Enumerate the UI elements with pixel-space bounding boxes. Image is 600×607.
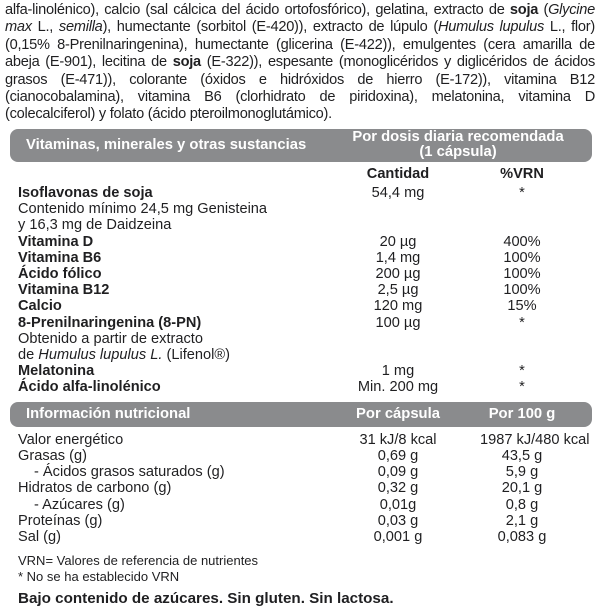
table-row-isoflavonas — [18, 185, 596, 234]
row-per-100g: 2,1 g — [505, 512, 539, 529]
ingredients-latin-glycine: Glycine max — [5, 2, 595, 36]
row-per-capsule: 0,03 g — [377, 512, 419, 529]
row-quantity: 2,5 µg — [377, 282, 419, 299]
footnote-vrn-definition: VRN= Valores de referencia de nutrientes — [18, 553, 259, 569]
vitamins-header-dose — [316, 130, 592, 160]
ingredients-latin-humulus: Humulus lupulus — [437, 19, 545, 36]
latin-humulus-lupulus: Humulus lupulus L. — [38, 347, 163, 364]
row-vrn: * — [519, 314, 525, 331]
row-quantity: 100 µg — [375, 314, 421, 331]
row-per-capsule: 0,001 g — [373, 528, 423, 545]
ingredients-bold-soja: soja — [509, 2, 539, 18]
row-vrn: 100% — [503, 249, 541, 266]
table-row-saturados — [18, 464, 596, 480]
vitamins-header-bar — [10, 129, 592, 162]
row-quantity: 120 mg — [373, 298, 423, 315]
row-per-capsule: 0,69 g — [377, 447, 419, 464]
row-quantity: Min. 200 mg — [357, 379, 439, 396]
table-row-melatonina — [18, 363, 596, 379]
row-note: de Humulus lupulus L. (Lifenol®) — [18, 347, 230, 364]
row-note: Obtenido a partir de extracto — [18, 330, 203, 347]
table-row-grasas — [18, 448, 596, 464]
row-per-capsule: 0,32 g — [377, 480, 419, 497]
row-name: Vitamina D — [18, 233, 94, 250]
table-row-8pn — [18, 315, 596, 364]
column-header-per-capsule: Por cápsula — [356, 406, 440, 423]
row-vrn: 400% — [503, 233, 541, 250]
row-name: - Azúcares (g) — [34, 496, 125, 513]
footnote-asterisk: * No se ha establecido VRN — [18, 568, 180, 584]
row-name: Valor energético — [18, 431, 124, 448]
row-quantity: 1 mg — [381, 363, 415, 380]
row-name: Hidratos de carbono (g) — [18, 480, 172, 497]
table-row-acido-folico — [18, 266, 596, 282]
nutrition-rows — [0, 432, 600, 545]
dose-header-line1: Por dosis diaria recomendada — [352, 129, 564, 146]
ingredients-paragraph: alfa-linolénico), calcio (sal cálcica del ácido ortofosfórico), gelatina, extracto de soja (Glycine max L., semilla), humectante (sorbitol (E-420)), extracto de lúpulo (Humulus lupulus L., flor) (0,15% 8-Prenilnaringenina), humectante (glicerina (E-422)), emulgentes (cera amarilla de abeja (E-901), lecitina de soja (E-322)), espesante (monoglicéridos y diglicéridos de ácidos grasos (E-471)), colorante (óxidos e hidróxidos de hierro (E-172)), vitamina B12 (cianocobalamina), vitamina B6 (clorhidrato de piridoxina), melatonina, vitamina D (colecalciferol) y folato (ácido pteroilmonoglutámico). — [5, 2, 595, 123]
row-name: - Ácidos grasos saturados (g) — [34, 464, 225, 481]
claims-text: Bajo contenido de azúcares. Sin gluten. Sin lactosa. — [18, 590, 394, 607]
table-row-azucares — [18, 497, 596, 513]
row-vrn: 100% — [503, 282, 541, 299]
vitamins-column-headers — [18, 166, 596, 182]
row-name: Isoflavonas de soja — [18, 185, 153, 202]
row-quantity: 1,4 mg — [375, 249, 421, 266]
column-header-cantidad: Cantidad — [366, 165, 430, 182]
row-name: Calcio — [18, 298, 62, 315]
table-row-hidratos — [18, 480, 596, 496]
row-note: y 16,3 mg de Daidzeina — [18, 217, 172, 234]
row-name: Proteínas (g) — [18, 512, 103, 529]
table-row-vitamina-b12 — [18, 282, 596, 298]
vitamins-header-title: Vitaminas, minerales y otras sustancias — [26, 137, 307, 154]
row-per-100g: 5,9 g — [505, 464, 539, 481]
nutrition-header-title: Información nutricional — [26, 406, 191, 423]
row-per-100g: 43,5 g — [501, 447, 543, 464]
row-per-100g: 0,8 g — [505, 496, 539, 513]
table-row-proteinas — [18, 513, 596, 529]
row-name: Melatonina — [18, 363, 95, 380]
dose-header-line2: (1 cápsula) — [419, 144, 497, 161]
vitamins-table — [0, 129, 600, 396]
row-name: Ácido alfa-linolénico — [18, 379, 161, 396]
nutrition-table — [0, 402, 600, 545]
ingredients-latin-semilla: semilla — [58, 19, 103, 36]
row-name: Grasas (g) — [18, 447, 87, 464]
row-per-100g: 1987 kJ/480 kcal — [480, 431, 590, 448]
row-name: 8-Prenilnaringenina (8-PN) — [18, 314, 202, 331]
row-per-capsule: 0,09 g — [377, 464, 419, 481]
row-per-capsule: 0,01g — [379, 496, 417, 513]
nutrition-label — [0, 2, 600, 607]
row-name: Vitamina B6 — [18, 249, 102, 266]
vitamins-rows — [0, 185, 600, 396]
row-quantity: 200 µg — [375, 266, 421, 283]
row-name: Ácido fólico — [18, 266, 102, 283]
row-per-100g: 20,1 g — [501, 480, 543, 497]
nutrition-header-bar — [10, 402, 592, 427]
row-note: Contenido mínimo 24,5 mg Genisteina — [18, 201, 268, 218]
row-quantity: 20 µg — [379, 233, 417, 250]
row-per-100g: 0,083 g — [497, 528, 547, 545]
row-vrn: 15% — [507, 298, 537, 315]
table-row-alfa-linolenico — [18, 379, 596, 395]
row-vrn: 100% — [503, 266, 541, 283]
ingredients-text: alfa-linolénico), calcio (sal cálcica del ácido ortofosfórico), gelatina, extracto de — [5, 2, 510, 18]
table-row-sal — [18, 529, 596, 545]
table-row-calcio — [18, 298, 596, 314]
ingredients-bold-soja-2: soja — [172, 54, 201, 71]
row-name: Sal (g) — [18, 528, 61, 545]
table-row-vitamina-d — [18, 234, 596, 250]
row-vrn: * — [519, 185, 525, 202]
row-name: Vitamina B12 — [18, 282, 110, 299]
row-quantity: 54,4 mg — [371, 185, 425, 202]
table-row-vitamina-b6 — [18, 250, 596, 266]
row-per-capsule: 31 kJ/8 kcal — [359, 431, 437, 448]
row-vrn: * — [519, 379, 525, 396]
row-vrn: * — [519, 363, 525, 380]
table-row-valor-energetico — [18, 432, 596, 448]
column-header-per-100g: Por 100 g — [488, 406, 556, 423]
column-header-vrn: %VRN — [500, 165, 544, 182]
